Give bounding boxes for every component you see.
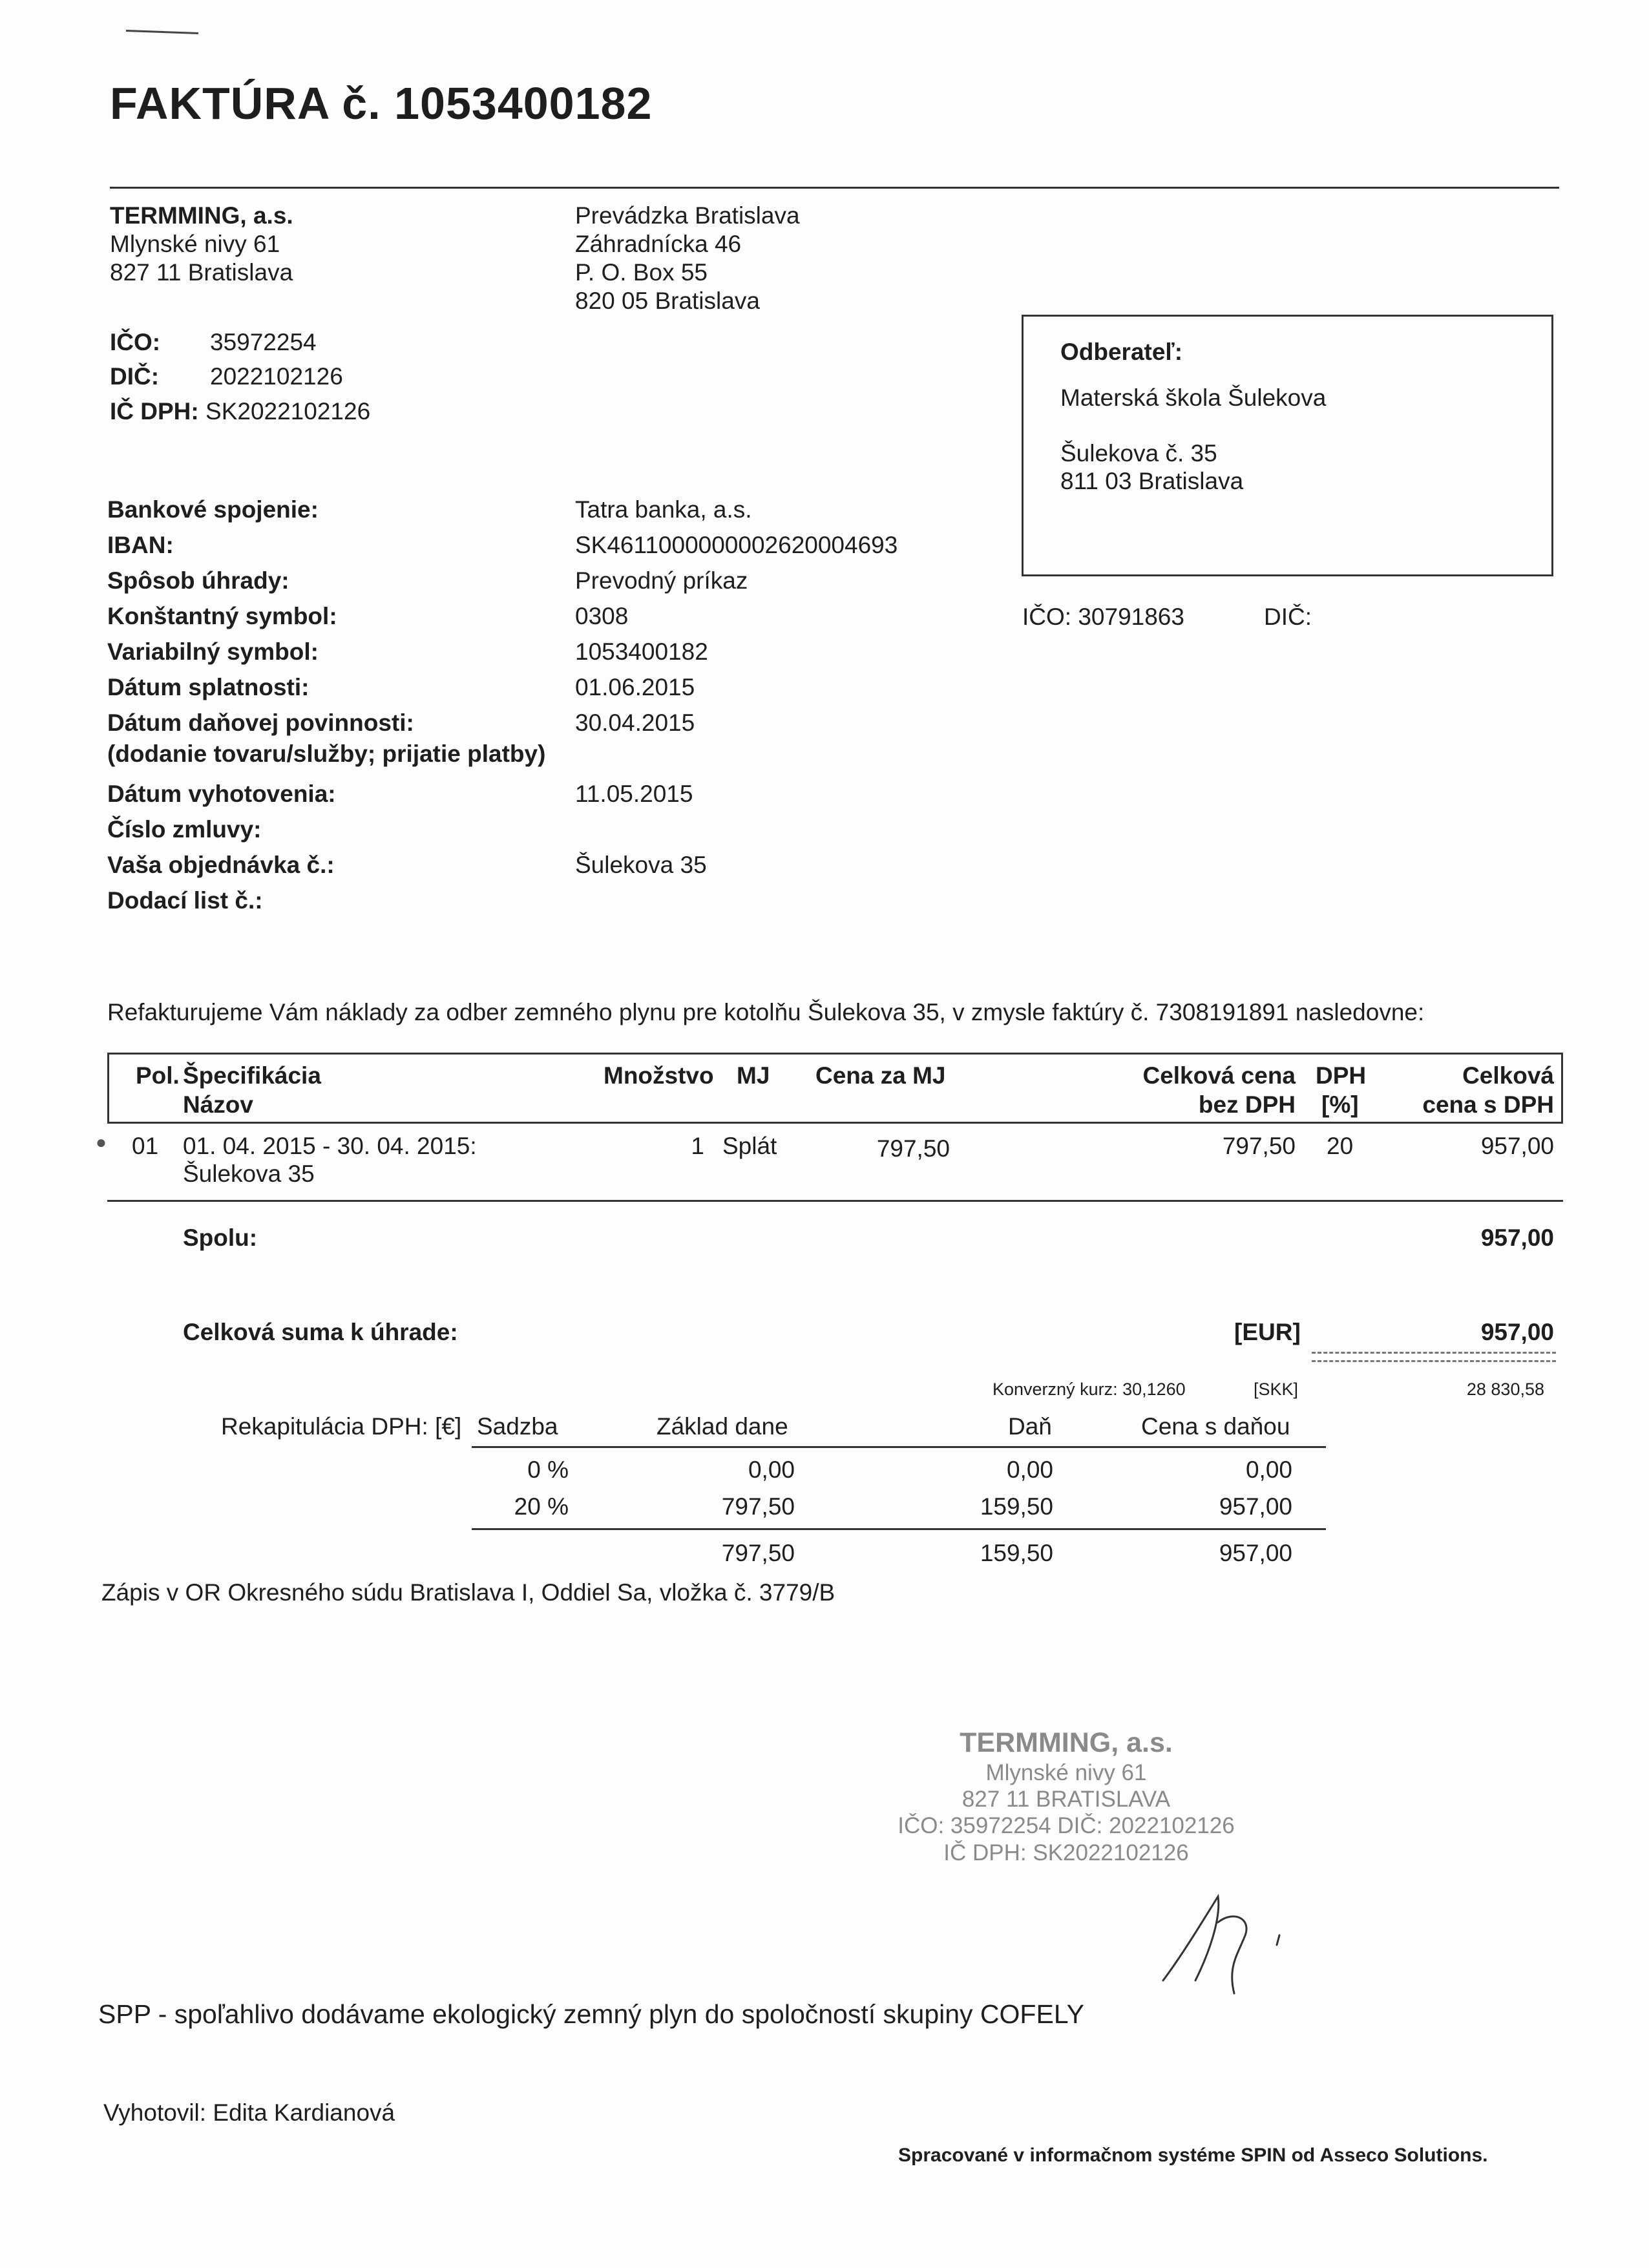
buyer-name: Materská škola Šulekova	[1060, 384, 1327, 411]
skk-value: 28 830,58	[1466, 1380, 1544, 1399]
vat-sum-tax: 159,50	[980, 1540, 1053, 1566]
scan-mark	[126, 30, 198, 34]
vat-total: 957,00	[1219, 1493, 1292, 1520]
payment-value: Šulekova 35	[575, 852, 707, 878]
payment-label: Konštantný symbol:	[107, 603, 337, 629]
supplier-street: Mlynské nivy 61	[110, 231, 280, 257]
stamp-line: 827 11 BRATISLAVA	[961, 1787, 1171, 1812]
branch-line: 820 05 Bratislava	[575, 288, 760, 314]
header-divider	[110, 187, 1559, 189]
payment-label: Číslo zmluvy:	[107, 816, 262, 843]
payment-label: Vaša objednávka č.:	[107, 852, 335, 878]
prepared-by: Vyhotovil: Edita Kardianová	[103, 2099, 395, 2126]
payment-value	[575, 740, 1027, 780]
payment-label: IBAN:	[107, 532, 174, 558]
vat-recap-th-base: Základ dane	[656, 1413, 788, 1440]
payment-value	[575, 815, 1027, 851]
supplier-city: 827 11 Bratislava	[110, 259, 293, 286]
table-top-rule	[107, 1053, 1563, 1055]
td-qty: 1	[691, 1133, 704, 1159]
th-name: Názov	[183, 1091, 253, 1118]
vat-tax: 0,00	[1006, 1456, 1053, 1483]
invoice-title: FAKTÚRA č. 1053400182	[110, 78, 653, 129]
payment-value: 01.06.2015	[575, 674, 695, 700]
spolu-value: 957,00	[1480, 1224, 1554, 1251]
due-label: Celková suma k úhrade:	[183, 1319, 458, 1345]
table-bottom-rule	[107, 1200, 1563, 1202]
due-dashed-rule	[1312, 1352, 1556, 1354]
branch-line: Záhradnícka 46	[575, 231, 742, 257]
table-right-border	[1561, 1053, 1563, 1124]
payment-label: Bankové spojenie:	[107, 496, 319, 523]
conversion-rate: Konverzný kurz: 30,1260	[993, 1380, 1186, 1399]
vat-base: 0,00	[748, 1456, 795, 1483]
vat-recap-th-total: Cena s daňou	[1141, 1413, 1290, 1440]
payment-value: Tatra banka, a.s.	[575, 496, 752, 523]
dic-label: DIČ:	[110, 363, 160, 390]
company-stamp	[840, 1727, 1292, 1866]
due-currency: [EUR]	[1234, 1319, 1301, 1345]
icdph-value: SK2022102126	[205, 397, 371, 425]
payment-label: Dátum splatnosti:	[107, 674, 310, 700]
stamp-line: IČ DPH: SK2022102126	[943, 1840, 1189, 1865]
payment-value: 1053400182	[575, 638, 708, 665]
payment-label: Dátum vyhotovenia:	[107, 781, 336, 807]
td-total-no-vat: 797,50	[1222, 1133, 1296, 1159]
vat-tax: 159,50	[980, 1493, 1053, 1520]
vat-recap-header-rule	[472, 1446, 1326, 1448]
stamp-line: TERMMING, a.s.	[960, 1727, 1173, 1758]
vat-rate: 0 %	[527, 1456, 569, 1483]
th-spec: Špecifikácia	[183, 1062, 321, 1089]
icdph-label: IČ DPH:	[110, 397, 199, 425]
slogan: SPP - spoľahlivo dodávame ekologický zemný plyn do spoločností skupiny COFELY	[98, 1999, 1084, 2029]
payment-value: Prevodný príkaz	[575, 567, 748, 594]
th-pol: Pol.	[136, 1062, 180, 1089]
td-pol: 01	[132, 1133, 159, 1159]
payment-value	[575, 887, 1027, 922]
due-value: 957,00	[1480, 1319, 1554, 1345]
payment-value: 0308	[575, 603, 629, 629]
buyer-ico: IČO: 30791863	[1022, 604, 1184, 630]
supplier-block	[110, 202, 293, 287]
buyer-dic: DIČ:	[1264, 604, 1312, 630]
th-total-no-vat-2: bez DPH	[1198, 1091, 1296, 1118]
spolu-label: Spolu:	[183, 1224, 258, 1251]
ico-label: IČO:	[110, 329, 161, 355]
th-total-no-vat: Celková cena	[1142, 1062, 1296, 1089]
td-vat: 20	[1327, 1133, 1354, 1159]
vat-recap-sum-rule	[472, 1528, 1326, 1530]
buyer-city: 811 03 Bratislava	[1060, 468, 1244, 494]
payment-label: (dodanie tovaru/služby; prijatie platby)	[107, 740, 546, 767]
footer-note: Spracované v informačnom systéme SPIN od Asseco Solutions.	[898, 2145, 1488, 2166]
supplier-ids	[110, 328, 370, 426]
td-unit-price: 797,50	[876, 1135, 950, 1162]
payment-label: Dodací list č.:	[107, 887, 263, 914]
vat-rate: 20 %	[514, 1493, 569, 1520]
intro-text: Refakturujeme Vám náklady za odber zemného plynu pre kotolňu Šulekova 35, v zmysle faktúry č. 7308191891 nasledovne:	[107, 999, 1425, 1025]
registry-text: Zápis v OR Okresného súdu Bratislava I, Oddiel Sa, vložka č. 3779/B	[101, 1579, 835, 1606]
table-left-border	[107, 1053, 109, 1124]
branch-line: Prevádzka Bratislava	[575, 202, 800, 229]
th-total-vat: Celková	[1462, 1062, 1554, 1089]
due-dashed-rule-2	[1312, 1360, 1556, 1362]
vat-recap-th-rate: Sadzba	[477, 1413, 558, 1440]
td-spec: 01. 04. 2015 - 30. 04. 2015:	[183, 1133, 477, 1159]
ico-value: 35972254	[210, 329, 317, 355]
stamp-line: IČO: 35972254 DIČ: 2022102126	[898, 1813, 1235, 1839]
buyer-street: Šulekova č. 35	[1060, 440, 1217, 467]
vat-sum-base: 797,50	[721, 1540, 795, 1566]
td-total-vat: 957,00	[1480, 1133, 1554, 1159]
buyer-label: Odberateľ:	[1060, 339, 1183, 365]
table-header-rule	[107, 1122, 1563, 1124]
branch-line: P. O. Box 55	[575, 259, 708, 286]
payment-value: 30.04.2015	[575, 709, 695, 736]
th-unit-price: Cena za MJ	[815, 1062, 946, 1089]
signature	[1157, 1884, 1299, 2000]
th-qty: Množstvo	[604, 1062, 714, 1089]
payment-value: SK4611000000002620004693	[575, 532, 898, 558]
vat-sum-total: 957,00	[1219, 1540, 1292, 1566]
payment-label: Spôsob úhrady:	[107, 567, 289, 594]
vat-base: 797,50	[721, 1493, 795, 1520]
stamp-line: Mlynské nivy 61	[985, 1759, 1147, 1785]
payment-details	[107, 496, 1027, 922]
th-mj: MJ	[737, 1062, 770, 1089]
th-vat: DPH	[1316, 1062, 1367, 1089]
td-mj: Splát	[722, 1133, 777, 1159]
supplier-name: TERMMING, a.s.	[110, 202, 293, 229]
row-marker: ●	[96, 1132, 107, 1152]
vat-total: 0,00	[1245, 1456, 1292, 1483]
th-total-vat-2: cena s DPH	[1422, 1091, 1554, 1118]
vat-recap-th-tax: Daň	[1008, 1413, 1052, 1440]
payment-label: Dátum daňovej povinnosti:	[107, 709, 414, 736]
payment-label: Variabilný symbol:	[107, 638, 319, 665]
skk-label: [SKK]	[1254, 1380, 1299, 1399]
td-name: Šulekova 35	[183, 1160, 315, 1187]
branch-block	[575, 202, 800, 315]
vat-recap-title: Rekapitulácia DPH: [€]	[221, 1413, 462, 1440]
dic-value: 2022102126	[210, 363, 343, 390]
th-vat-2: [%]	[1321, 1091, 1359, 1118]
payment-value: 11.05.2015	[575, 781, 693, 807]
